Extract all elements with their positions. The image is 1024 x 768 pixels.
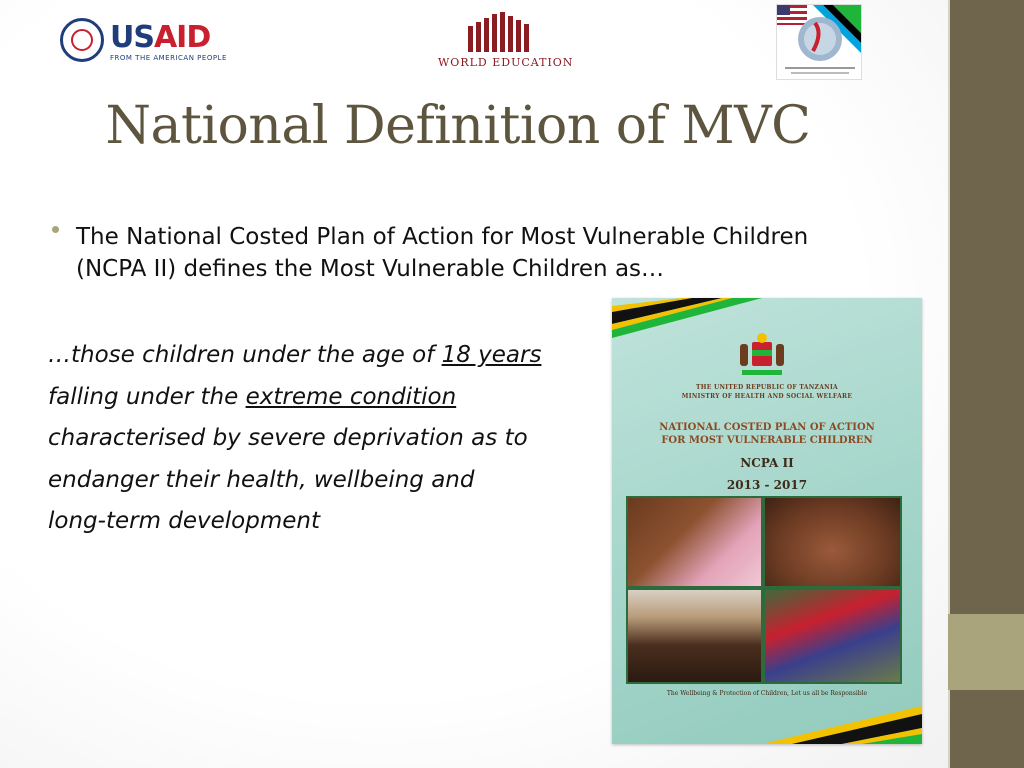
bullet-icon (52, 226, 59, 233)
slide-title: National Definition of MVC (105, 96, 811, 156)
cover-photo-grid (626, 496, 902, 684)
definition-text: falling under the (48, 383, 246, 410)
bullet-text: The National Costed Plan of Action for Most Vulnerable Children (NCPA II) defines the Most Vulnerable Children as… (76, 224, 809, 282)
tanzania-seal-logo (776, 4, 862, 80)
cover-ncpa: NCPA II (740, 456, 794, 470)
cover-footer: The Wellbeing & Protection of Children, Let us all be Responsible (666, 690, 868, 697)
cover-title-line-1: NATIONAL COSTED PLAN OF ACTION (659, 422, 875, 433)
cover-title-line-2: FOR MOST VULNERABLE CHILDREN (661, 435, 873, 446)
usaid-seal-icon (60, 18, 104, 62)
cover-photo-children-play (765, 590, 900, 682)
coat-of-arms-icon (736, 332, 788, 378)
definition-quote (48, 335, 608, 543)
extreme-condition-text: extreme condition (245, 383, 457, 410)
definition-text: …those children under the age of (48, 342, 442, 368)
usaid-logo (60, 18, 227, 66)
ncpa-book-cover (612, 298, 922, 744)
definition-line-2 (48, 377, 608, 419)
cover-years: 2013 - 2017 (726, 478, 808, 492)
world-education-bars-icon (468, 12, 538, 52)
world-education-name: WORLD EDUCATION (438, 56, 574, 69)
definition-line-1 (48, 335, 608, 377)
tanzania-seal-icon (777, 5, 862, 80)
cover-photo-mother-child (628, 498, 761, 586)
usaid-tagline: FROM THE AMERICAN PEOPLE (110, 54, 227, 62)
cover-republic: THE UNITED REPUBLIC OF TANZANIA (695, 384, 839, 391)
cover-photo-child-eyes (765, 498, 900, 586)
definition-line-3: characterised by severe deprivation as to (48, 425, 528, 451)
world-education-logo (438, 12, 574, 70)
definition-line-5: long-term development (48, 508, 321, 534)
cover-photo-child-basket (628, 590, 761, 682)
definition-line-4: endanger their health, wellbeing and (48, 466, 475, 493)
cover-ministry: MINISTRY OF HEALTH AND SOCIAL WELFARE (681, 393, 853, 400)
sidebar-accent-block (948, 614, 1024, 690)
usaid-wordmark: USAID (110, 20, 211, 55)
age-limit-text: 18 years (441, 342, 542, 368)
